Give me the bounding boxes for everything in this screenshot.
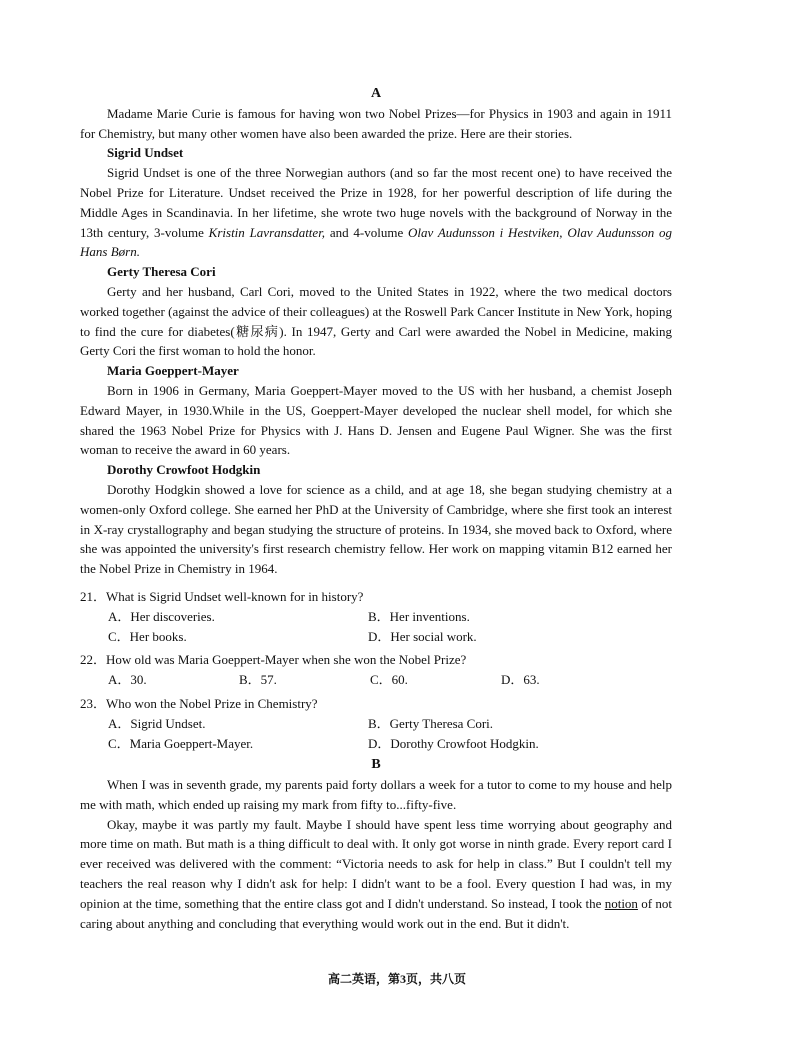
question-text: What is Sigrid Undset well-known for in history? bbox=[106, 588, 364, 604]
question-text: How old was Maria Goeppert-Mayer when she won the Nobel Prize? bbox=[106, 652, 467, 668]
option-c[interactable]: C．Her books. bbox=[108, 628, 187, 644]
b-paragraph-2 bbox=[80, 815, 672, 934]
option-a[interactable]: A．30. bbox=[108, 672, 147, 688]
option-d[interactable]: D．63. bbox=[501, 672, 540, 688]
undset-book2: Olav Audunsson i Hestviken, Olav Audunsson og Hans Børn. bbox=[80, 224, 672, 260]
hodgkin-title: Dorothy Crowfoot Hodgkin bbox=[107, 462, 261, 478]
option-c[interactable]: C．60. bbox=[370, 672, 408, 688]
goeppert-title: Maria Goeppert-Mayer bbox=[107, 363, 239, 379]
question-number: 21． bbox=[80, 588, 107, 604]
intro-paragraph: Madame Marie Curie is famous for having won two Nobel Prizes—for Physics in 1903 and again in 1911 for Chemistry, but many other women have also been awarded the prize. Here are their stories. bbox=[80, 105, 672, 141]
undset-mid: and 4-volume bbox=[325, 224, 408, 240]
option-b[interactable]: B．57. bbox=[239, 672, 277, 688]
option-b[interactable]: B．Her inventions. bbox=[368, 608, 470, 624]
cori-title: Gerty Theresa Cori bbox=[107, 264, 216, 280]
cori-paragraph: Gerty and her husband, Carl Cori, moved to the United States in 1922, where the two medical doctors worked together (against the advice of their colleagues) at the Roswell Park Cancer Institute in New York, hoping to find the cure for diabetes(糖尿病). In 1947, Gerty and Carl were awarded the Nobel in Medicine, making Gerty Cori the first woman to hold the honor. bbox=[80, 283, 672, 359]
options-21-cd bbox=[108, 627, 672, 647]
exam-page bbox=[80, 84, 672, 933]
question-23 bbox=[80, 694, 672, 714]
question-number: 23． bbox=[80, 695, 107, 711]
page-footer: 高二英语，第3页，共八页 bbox=[327, 972, 466, 986]
question-number: 22． bbox=[80, 652, 107, 668]
question-22 bbox=[80, 650, 672, 670]
options-23 bbox=[108, 714, 672, 734]
question-21 bbox=[80, 587, 672, 607]
option-d[interactable]: D．Dorothy Crowfoot Hodgkin. bbox=[368, 735, 539, 751]
b-p2-end: of not caring about anything and concluding that everything would work out in the end. But it didn't. bbox=[80, 895, 672, 931]
undset-book1: Kristin Lavransdatter, bbox=[208, 224, 326, 240]
options-21 bbox=[108, 607, 672, 627]
option-a[interactable]: A．Sigrid Undset. bbox=[108, 715, 206, 731]
undset-text: Sigrid Undset is one of the three Norwegian authors (and so far the most recent one) to have received the Nobel Prize for Literature. Undset received the Prize in 1928, for her powerful description of life during the Middle Ages in Scandinavia. In her lifetime, she wrote two huge novels with the background of Norway in the 13th century, 3-volume bbox=[80, 165, 672, 240]
option-c[interactable]: C．Maria Goeppert-Mayer. bbox=[108, 735, 254, 751]
options-22 bbox=[108, 670, 672, 690]
underlined-word: notion bbox=[604, 895, 638, 911]
b-paragraph-1: When I was in seventh grade, my parents paid forty dollars a week for a tutor to come to my house and help me with math, which ended up raising my mark from fifty to...fifty-five. bbox=[80, 777, 672, 812]
option-a[interactable]: A．Her discoveries. bbox=[108, 608, 215, 624]
section-a-heading: A bbox=[370, 86, 382, 101]
goeppert-paragraph: Born in 1906 in Germany, Maria Goeppert-Mayer moved to the US with her husband, a chemist Joseph Edward Mayer, in 1930.While in the US, Goeppert-Mayer developed the nuclear shell model, for which she shared the 1963 Nobel Prize for Physics with J. Hans D. Jensen and Eugene Paul Wigner. She was the first woman to receive the award in 60 years. bbox=[80, 382, 672, 458]
undset-paragraph bbox=[80, 163, 672, 262]
option-b[interactable]: B．Gerty Theresa Cori. bbox=[368, 715, 494, 731]
options-23-cd bbox=[108, 734, 672, 754]
section-b-heading: B bbox=[371, 757, 381, 773]
hodgkin-paragraph: Dorothy Hodgkin showed a love for science as a child, and at age 18, she began studying chemistry at a women-only Oxford college. She earned her PhD at the University of Cambridge, where she first took an interest in X-ray crystallography and began studying the structure of proteins. In 1934, she moved back to Oxford, where she was appointed the university's first research chemistry fellow. Her work on mapping vitamin B12 earned her the Nobel Prize in Chemistry in 1964. bbox=[80, 481, 672, 577]
option-d[interactable]: D．Her social work. bbox=[368, 628, 477, 644]
b-p2-start: Okay, maybe it was partly my fault. Maybe I should have spent less time worrying about geography and more time on math. But math is a thing difficult to deal with. It only got worse in ninth grade. Every report card I ever received was delivered with the comment: “Victoria needs to ask for help in class.” But I couldn't tell my teachers the real reason why I didn't ask for help: I didn't want to be a fool. Every question I had was, in my opinion at the time, something that the entire class got and I didn't understand. So instead, I took the bbox=[80, 816, 672, 911]
question-text: Who won the Nobel Prize in Chemistry? bbox=[106, 695, 318, 711]
undset-title: Sigrid Undset bbox=[107, 145, 184, 161]
